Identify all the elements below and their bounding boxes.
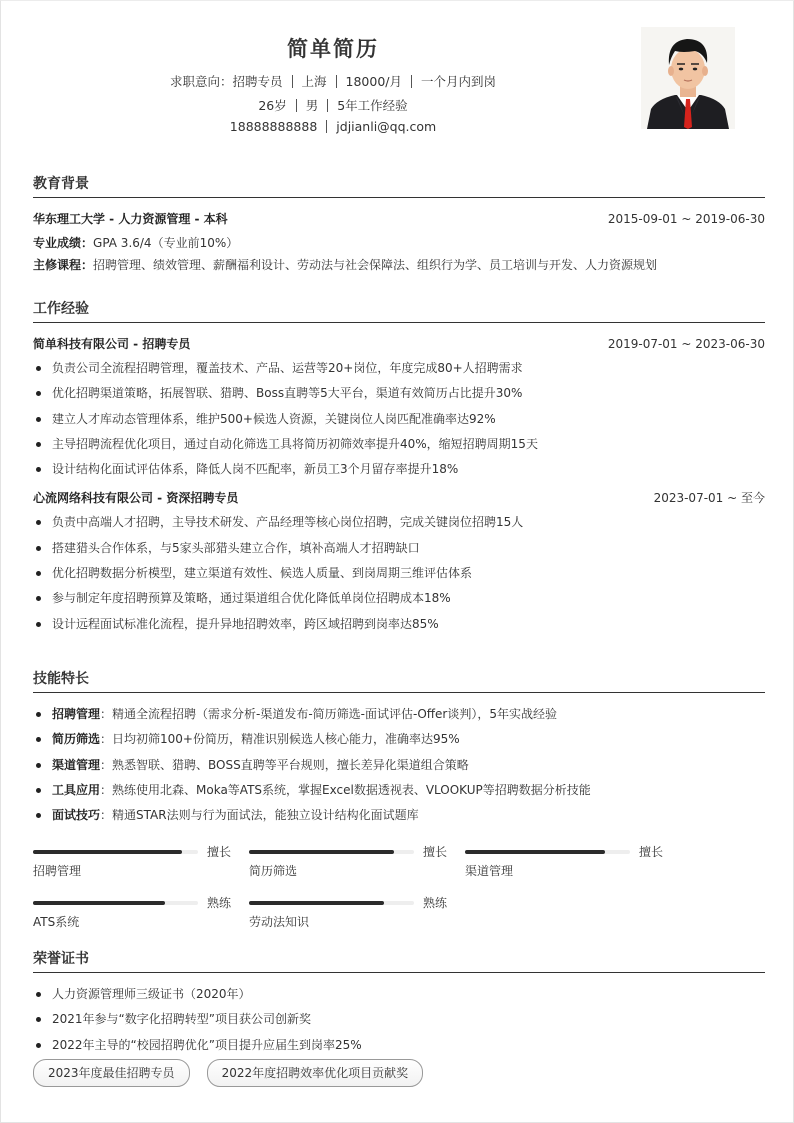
courses-value: 招聘管理、绩效管理、薪酬福利设计、劳动法与社会保障法、组织行为学、员工培训与开发、人力资源规划	[93, 258, 658, 272]
candidate-name: 简单简历	[287, 37, 379, 61]
salary: 18000/月	[345, 74, 402, 89]
skill-bar	[33, 897, 233, 937]
skill-bar	[249, 846, 449, 886]
skill-bar-fill	[33, 850, 182, 854]
list-item: 参与制定年度招聘预算及策略，通过渠道组合优化降低单岗位招聘成本18%	[33, 589, 765, 614]
section-title: 荣誉证书	[33, 948, 765, 973]
skill-label: 渠道管理	[52, 757, 101, 772]
company-role: 简单科技有限公司 - 招聘专员	[33, 337, 191, 351]
skill-bar	[249, 897, 449, 937]
skill-bar-fill	[465, 850, 605, 854]
email: jdjianli@qq.com	[336, 119, 437, 134]
divider	[336, 75, 337, 88]
skill-level: 擅长	[423, 845, 448, 859]
gender: 男	[305, 98, 319, 113]
skill-bar	[33, 846, 233, 886]
personal-info-line	[1, 96, 665, 114]
list-item: 负责公司全流程招聘管理，覆盖技术、产品、运营等20+岗位，年度完成80+人招聘需求	[33, 359, 765, 384]
skill-bar-track	[33, 850, 198, 854]
avatar	[641, 27, 735, 129]
education-header	[33, 210, 765, 228]
skills-section	[33, 668, 765, 831]
divider	[296, 99, 297, 112]
list-item: 2021年参与“数字化招聘转型”项目获公司创新奖	[33, 1010, 765, 1035]
list-item	[33, 781, 765, 806]
job-date: 2023-07-01 ~ 至今	[653, 491, 765, 506]
honor-tag: 2023年度最佳招聘专员	[33, 1059, 190, 1087]
contact-line	[1, 119, 665, 134]
skill-text: ：熟练使用北森、Moka等ATS系统，掌握Excel数据透视表、VLOOKUP等招聘数据分析技能	[100, 782, 591, 797]
divider	[411, 75, 412, 88]
list-item: 优化招聘渠道策略，拓展智联、猎聘、Boss直聘等5大平台，渠道有效简历占比提升30%	[33, 384, 765, 409]
list-item: 优化招聘数据分析模型，建立渠道有效性、候选人质量、到岗周期三维评估体系	[33, 564, 765, 589]
resume-header	[1, 1, 794, 151]
skill-level: 熟练	[423, 896, 448, 910]
divider	[292, 75, 293, 88]
skill-bar-track	[249, 901, 414, 905]
section-title: 教育背景	[33, 173, 765, 198]
phone: 18888888888	[229, 119, 318, 134]
skill-text: ：日均初筛100+份简历，精准识别候选人核心能力，准确率达95%	[100, 732, 460, 747]
list-item	[33, 756, 765, 781]
skill-text: ：精通全流程招聘（需求分析-渠道发布-简历筛选-面试评估-Offer谈判），5年实战经验	[100, 707, 558, 721]
skill-bar-track	[465, 850, 630, 854]
skill-label: 工具应用	[52, 782, 101, 797]
list-item: 人力资源管理师三级证书（2020年）	[33, 985, 765, 1010]
skill-name: ATS系统	[33, 915, 80, 929]
skill-name: 简历筛选	[249, 864, 298, 878]
list-item: 2022年主导的“校园招聘优化”项目提升应届生到岗率25%	[33, 1036, 765, 1061]
skill-text: ：熟悉智联、猎聘、BOSS直聘等平台规则，擅长差异化渠道组合策略	[100, 757, 469, 772]
gpa-value: GPA 3.6/4（专业前10%）	[93, 236, 239, 250]
honor-tag: 2022年度招聘效率优化项目贡献奖	[207, 1059, 424, 1087]
list-item: 建立人才库动态管理体系，维护500+候选人资源，关键岗位人岗匹配准确率达92%	[33, 410, 765, 435]
skill-text: ：精通STAR法则与行为面试法，能独立设计结构化面试题库	[100, 808, 419, 823]
skill-label: 简历筛选	[52, 732, 101, 747]
divider	[326, 120, 327, 133]
availability: 一个月内到岗	[421, 74, 497, 89]
education-date: 2015-09-01 ~ 2019-06-30	[607, 212, 765, 226]
skill-label: 招聘管理	[52, 707, 101, 721]
company-role: 心流网络科技有限公司 - 资深招聘专员	[33, 491, 239, 506]
list-item: 搭建猎头合作体系，与5家头部猎头建立合作，填补高端人才招聘缺口	[33, 539, 765, 564]
skill-level: 擅长	[639, 845, 664, 859]
list-item	[33, 806, 765, 831]
list-item	[33, 730, 765, 755]
skill-label: 面试技巧	[52, 808, 101, 823]
job-header	[33, 489, 765, 507]
job-date: 2019-07-01 ~ 2023-06-30	[607, 337, 765, 351]
work-section	[33, 298, 765, 640]
honor-tags	[33, 1059, 765, 1087]
honors-section	[33, 948, 765, 1087]
skill-bar-fill	[33, 901, 165, 905]
skill-bar-track	[33, 901, 198, 905]
job-intention: 求职意向：招聘专员	[169, 74, 283, 89]
city: 上海	[301, 74, 327, 89]
list-item: 主导招聘流程优化项目，通过自动化筛选工具将简历初筛效率提升40%，缩短招聘周期15天	[33, 435, 765, 460]
list-item: 设计远程面试标准化流程，提升异地招聘效率，跨区域招聘到岗率达85%	[33, 615, 765, 640]
experience-years: 5年工作经验	[337, 98, 408, 113]
skill-level: 熟练	[207, 896, 232, 910]
avatar-portrait-icon	[641, 27, 735, 129]
skill-bar-fill	[249, 850, 394, 854]
job-intention-line	[1, 72, 665, 90]
list-item: 负责中高端人才招聘，主导技术研发、产品经理等核心岗位招聘，完成关键岗位招聘15人	[33, 513, 765, 538]
job-bullets	[33, 359, 765, 485]
skill-bar-track	[249, 850, 414, 854]
divider	[327, 99, 328, 112]
list-item: 设计结构化面试评估体系，降低人岗不匹配率，新员工3个月留存率提升18%	[33, 460, 765, 485]
age: 26岁	[258, 98, 287, 113]
skill-name: 渠道管理	[465, 864, 514, 878]
courses-row	[33, 256, 765, 274]
skill-bar	[465, 846, 665, 886]
honor-bullets	[33, 985, 765, 1061]
skill-bullets	[33, 705, 765, 831]
job-bullets	[33, 513, 765, 639]
section-title: 技能特长	[33, 668, 765, 693]
school-major-degree: 华东理工大学 - 人力资源管理 - 本科	[33, 212, 228, 226]
skill-bar-fill	[249, 901, 384, 905]
gpa-row	[33, 234, 765, 252]
education-section	[33, 173, 765, 274]
list-item	[33, 705, 765, 730]
courses-label: 主修课程：	[33, 258, 94, 272]
section-title: 工作经验	[33, 298, 765, 323]
skill-level: 擅长	[207, 845, 232, 859]
skill-name: 劳动法知识	[249, 915, 310, 929]
job-header	[33, 335, 765, 353]
skill-name: 招聘管理	[33, 864, 82, 878]
gpa-label: 专业成绩：	[33, 236, 94, 250]
